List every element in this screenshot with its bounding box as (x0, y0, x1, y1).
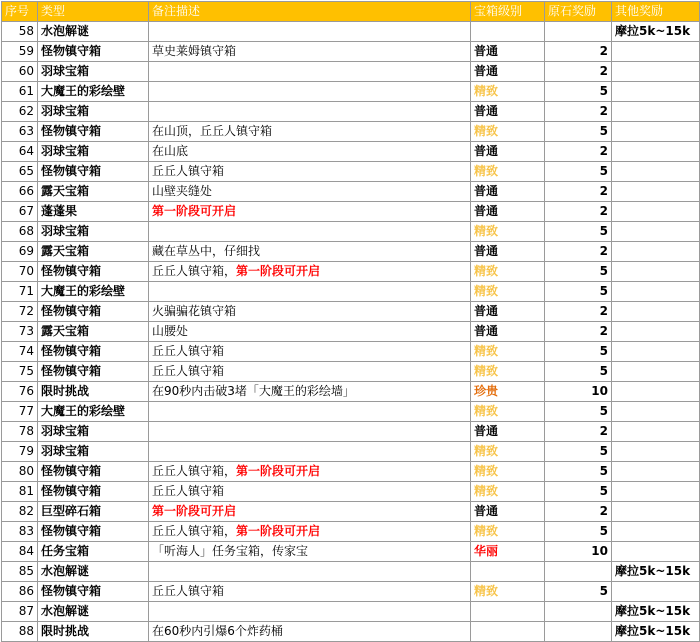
note-text: 在山底 (152, 144, 189, 158)
cell-note[interactable] (149, 22, 471, 42)
note-text: 「听海人」任务宝箱，传家宝 (152, 544, 309, 558)
table-row (2, 102, 700, 122)
table-row (2, 182, 700, 202)
cell-note[interactable] (149, 542, 471, 562)
note-highlight: 第一阶段可开启 (236, 464, 321, 478)
cell-note[interactable] (149, 242, 471, 262)
cell-note[interactable] (149, 222, 471, 242)
cell-other[interactable] (612, 262, 700, 282)
note-text: 丘丘人镇守箱 (152, 584, 225, 598)
cell-level[interactable]: 普通 (471, 322, 545, 342)
cell-no[interactable]: 72 (2, 302, 38, 322)
cell-no[interactable]: 71 (2, 282, 38, 302)
cell-note[interactable] (149, 622, 471, 642)
cell-stone[interactable]: 5 (545, 362, 612, 382)
cell-level[interactable] (471, 602, 545, 622)
cell-type[interactable]: 羽球宝箱 (38, 442, 149, 462)
cell-type[interactable]: 水泡解谜 (38, 22, 149, 42)
cell-type[interactable]: 大魔王的彩绘壁 (38, 82, 149, 102)
cell-no[interactable]: 80 (2, 462, 38, 482)
cell-level[interactable]: 普通 (471, 502, 545, 522)
cell-level[interactable]: 精致 (471, 362, 545, 382)
note-text: 丘丘人镇守箱 (152, 484, 225, 498)
cell-level[interactable]: 精致 (471, 582, 545, 602)
treasure-sheet (1, 1, 699, 642)
cell-type[interactable]: 大魔王的彩绘壁 (38, 282, 149, 302)
cell-level[interactable]: 精致 (471, 282, 545, 302)
cell-type[interactable]: 水泡解谜 (38, 602, 149, 622)
cell-other[interactable] (612, 322, 700, 342)
cell-note[interactable] (149, 82, 471, 102)
cell-stone[interactable]: 5 (545, 162, 612, 182)
note-text: 藏在草丛中，仔细找 (152, 244, 261, 258)
cell-no[interactable]: 67 (2, 202, 38, 222)
cell-level[interactable]: 精致 (471, 162, 545, 182)
note-text: 丘丘人镇守箱， (152, 264, 237, 278)
cell-stone[interactable]: 2 (545, 422, 612, 442)
cell-type[interactable]: 羽球宝箱 (38, 62, 149, 82)
table-row (2, 342, 700, 362)
table-row (2, 262, 700, 282)
cell-type[interactable]: 怪物镇守箱 (38, 362, 149, 382)
table-row (2, 162, 700, 182)
cell-other[interactable]: 摩拉5k~15k (612, 22, 700, 42)
cell-no[interactable]: 74 (2, 342, 38, 362)
cell-stone[interactable]: 2 (545, 42, 612, 62)
treasure-table (1, 1, 700, 642)
table-row (2, 462, 700, 482)
cell-other[interactable] (612, 62, 700, 82)
note-text: 草史莱姆镇守箱 (152, 44, 237, 58)
cell-no[interactable]: 58 (2, 22, 38, 42)
cell-no[interactable]: 84 (2, 542, 38, 562)
cell-type[interactable]: 怪物镇守箱 (38, 522, 149, 542)
cell-other[interactable] (612, 502, 700, 522)
cell-no[interactable]: 61 (2, 82, 38, 102)
cell-stone[interactable]: 5 (545, 482, 612, 502)
cell-no[interactable]: 77 (2, 402, 38, 422)
cell-no[interactable]: 88 (2, 622, 38, 642)
cell-no[interactable]: 87 (2, 602, 38, 622)
cell-note[interactable] (149, 402, 471, 422)
cell-note[interactable] (149, 142, 471, 162)
cell-level[interactable]: 珍贵 (471, 382, 545, 402)
cell-level[interactable]: 普通 (471, 102, 545, 122)
table-row (2, 622, 700, 642)
header-note[interactable]: 备注描述 (149, 2, 471, 22)
cell-other[interactable] (612, 522, 700, 542)
cell-no[interactable]: 83 (2, 522, 38, 542)
cell-level[interactable]: 精致 (471, 122, 545, 142)
cell-type[interactable]: 怪物镇守箱 (38, 262, 149, 282)
cell-stone[interactable] (545, 602, 612, 622)
cell-type[interactable]: 怪物镇守箱 (38, 162, 149, 182)
cell-type[interactable]: 怪物镇守箱 (38, 122, 149, 142)
table-row (2, 322, 700, 342)
cell-other[interactable]: 摩拉5k~15k (612, 562, 700, 582)
cell-type[interactable]: 怪物镇守箱 (38, 302, 149, 322)
cell-type[interactable]: 水泡解谜 (38, 562, 149, 582)
cell-stone[interactable]: 5 (545, 462, 612, 482)
table-row (2, 522, 700, 542)
cell-type[interactable]: 羽球宝箱 (38, 422, 149, 442)
note-highlight: 第一阶段可开启 (236, 524, 321, 538)
note-text: 在90秒内击破3堵「大魔王的彩绘墙」 (152, 384, 355, 398)
cell-level[interactable]: 普通 (471, 242, 545, 262)
cell-no[interactable]: 78 (2, 422, 38, 442)
table-row (2, 582, 700, 602)
cell-type[interactable]: 怪物镇守箱 (38, 482, 149, 502)
table-row (2, 402, 700, 422)
cell-note[interactable] (149, 462, 471, 482)
cell-note[interactable] (149, 162, 471, 182)
cell-stone[interactable]: 2 (545, 302, 612, 322)
cell-note[interactable] (149, 362, 471, 382)
cell-type[interactable]: 羽球宝箱 (38, 102, 149, 122)
table-body (2, 22, 700, 642)
cell-no[interactable]: 82 (2, 502, 38, 522)
cell-note[interactable] (149, 102, 471, 122)
cell-stone[interactable]: 2 (545, 102, 612, 122)
cell-other[interactable] (612, 202, 700, 222)
table-row (2, 302, 700, 322)
note-highlight: 第一阶段可开启 (152, 204, 237, 218)
cell-stone[interactable]: 2 (545, 142, 612, 162)
header-other[interactable]: 其他奖励 (612, 2, 700, 22)
cell-stone[interactable]: 5 (545, 522, 612, 542)
note-text: 在山顶，丘丘人镇守箱 (152, 124, 273, 138)
table-row (2, 382, 700, 402)
note-text: 山壁夹缝处 (152, 184, 213, 198)
cell-level[interactable]: 普通 (471, 142, 545, 162)
cell-stone[interactable]: 2 (545, 242, 612, 262)
cell-other[interactable] (612, 582, 700, 602)
table-row (2, 142, 700, 162)
table-row (2, 602, 700, 622)
cell-stone[interactable]: 5 (545, 222, 612, 242)
note-highlight: 第一阶段可开启 (152, 504, 237, 518)
table-row (2, 482, 700, 502)
cell-level[interactable]: 普通 (471, 62, 545, 82)
cell-other[interactable] (612, 422, 700, 442)
header-level[interactable]: 宝箱级别 (471, 2, 545, 22)
cell-level[interactable]: 精致 (471, 82, 545, 102)
cell-level[interactable]: 精致 (471, 522, 545, 542)
cell-stone[interactable]: 5 (545, 442, 612, 462)
table-row (2, 122, 700, 142)
cell-no[interactable]: 73 (2, 322, 38, 342)
cell-other[interactable] (612, 142, 700, 162)
cell-other[interactable] (612, 162, 700, 182)
cell-other[interactable] (612, 122, 700, 142)
note-text: 火骗骗花镇守箱 (152, 304, 237, 318)
header-row (2, 2, 700, 22)
cell-stone[interactable]: 2 (545, 502, 612, 522)
cell-other[interactable] (612, 242, 700, 262)
cell-no[interactable]: 76 (2, 382, 38, 402)
note-text: 丘丘人镇守箱 (152, 364, 225, 378)
cell-type[interactable]: 怪物镇守箱 (38, 342, 149, 362)
cell-note[interactable] (149, 202, 471, 222)
table-row (2, 422, 700, 442)
cell-level[interactable]: 精致 (471, 222, 545, 242)
note-highlight: 第一阶段可开启 (236, 264, 321, 278)
cell-note[interactable] (149, 182, 471, 202)
cell-stone[interactable]: 10 (545, 542, 612, 562)
cell-note[interactable] (149, 322, 471, 342)
cell-type[interactable]: 露天宝箱 (38, 182, 149, 202)
cell-stone[interactable]: 5 (545, 82, 612, 102)
cell-note[interactable] (149, 482, 471, 502)
cell-other[interactable] (612, 542, 700, 562)
table-row (2, 202, 700, 222)
note-text: 丘丘人镇守箱 (152, 344, 225, 358)
cell-level[interactable]: 精致 (471, 482, 545, 502)
cell-stone[interactable] (545, 22, 612, 42)
cell-no[interactable]: 81 (2, 482, 38, 502)
cell-type[interactable]: 露天宝箱 (38, 242, 149, 262)
header-stone[interactable]: 原石奖励 (545, 2, 612, 22)
cell-no[interactable]: 59 (2, 42, 38, 62)
cell-level[interactable]: 精致 (471, 402, 545, 422)
cell-type[interactable]: 怪物镇守箱 (38, 582, 149, 602)
cell-note[interactable] (149, 62, 471, 82)
cell-level[interactable]: 普通 (471, 42, 545, 62)
cell-no[interactable]: 69 (2, 242, 38, 262)
cell-type[interactable]: 限时挑战 (38, 382, 149, 402)
cell-other[interactable] (612, 382, 700, 402)
cell-no[interactable]: 62 (2, 102, 38, 122)
table-row (2, 62, 700, 82)
cell-level[interactable] (471, 562, 545, 582)
cell-level[interactable]: 精致 (471, 442, 545, 462)
table-row (2, 502, 700, 522)
cell-other[interactable] (612, 342, 700, 362)
cell-other[interactable] (612, 402, 700, 422)
cell-note[interactable] (149, 382, 471, 402)
table-row (2, 282, 700, 302)
cell-type[interactable]: 大魔王的彩绘壁 (38, 402, 149, 422)
cell-other[interactable] (612, 102, 700, 122)
cell-type[interactable]: 蓬蓬果 (38, 202, 149, 222)
cell-note[interactable] (149, 282, 471, 302)
cell-note[interactable] (149, 442, 471, 462)
cell-stone[interactable] (545, 562, 612, 582)
cell-level[interactable]: 普通 (471, 302, 545, 322)
note-text: 丘丘人镇守箱， (152, 524, 237, 538)
cell-other[interactable] (612, 222, 700, 242)
cell-stone[interactable]: 5 (545, 122, 612, 142)
cell-note[interactable] (149, 42, 471, 62)
cell-other[interactable] (612, 302, 700, 322)
cell-type[interactable]: 任务宝箱 (38, 542, 149, 562)
cell-stone[interactable]: 2 (545, 62, 612, 82)
cell-stone[interactable]: 5 (545, 262, 612, 282)
cell-no[interactable]: 60 (2, 62, 38, 82)
cell-no[interactable]: 63 (2, 122, 38, 142)
table-row (2, 542, 700, 562)
cell-other[interactable]: 摩拉5k~15k (612, 602, 700, 622)
cell-stone[interactable]: 2 (545, 202, 612, 222)
cell-note[interactable] (149, 262, 471, 282)
cell-stone[interactable]: 5 (545, 402, 612, 422)
cell-other[interactable] (612, 482, 700, 502)
cell-note[interactable] (149, 122, 471, 142)
table-row (2, 222, 700, 242)
cell-level[interactable]: 普通 (471, 182, 545, 202)
cell-note[interactable] (149, 582, 471, 602)
cell-level[interactable]: 精致 (471, 462, 545, 482)
cell-level[interactable]: 普通 (471, 202, 545, 222)
cell-other[interactable] (612, 42, 700, 62)
cell-level[interactable]: 精致 (471, 262, 545, 282)
cell-type[interactable]: 怪物镇守箱 (38, 462, 149, 482)
cell-no[interactable]: 66 (2, 182, 38, 202)
cell-type[interactable]: 巨型碎石箱 (38, 502, 149, 522)
cell-stone[interactable]: 5 (545, 582, 612, 602)
cell-type[interactable]: 羽球宝箱 (38, 222, 149, 242)
cell-note[interactable] (149, 502, 471, 522)
cell-level[interactable]: 精致 (471, 342, 545, 362)
cell-level[interactable] (471, 622, 545, 642)
cell-note[interactable] (149, 302, 471, 322)
cell-no[interactable]: 64 (2, 142, 38, 162)
cell-no[interactable]: 75 (2, 362, 38, 382)
cell-stone[interactable]: 5 (545, 282, 612, 302)
cell-note[interactable] (149, 602, 471, 622)
cell-type[interactable]: 羽球宝箱 (38, 142, 149, 162)
cell-stone[interactable]: 5 (545, 342, 612, 362)
cell-other[interactable]: 摩拉5k~15k (612, 622, 700, 642)
note-text: 在60秒内引爆6个炸药桶 (152, 624, 283, 638)
table-row (2, 42, 700, 62)
note-text: 山腰处 (152, 324, 189, 338)
cell-type[interactable]: 限时挑战 (38, 622, 149, 642)
table-row (2, 442, 700, 462)
cell-no[interactable]: 85 (2, 562, 38, 582)
table-row (2, 362, 700, 382)
cell-level[interactable]: 普通 (471, 422, 545, 442)
note-text: 丘丘人镇守箱 (152, 164, 225, 178)
table-row (2, 82, 700, 102)
cell-no[interactable]: 86 (2, 582, 38, 602)
cell-type[interactable]: 露天宝箱 (38, 322, 149, 342)
table-row (2, 22, 700, 42)
cell-note[interactable] (149, 422, 471, 442)
cell-note[interactable] (149, 562, 471, 582)
cell-no[interactable]: 68 (2, 222, 38, 242)
cell-other[interactable] (612, 282, 700, 302)
cell-no[interactable]: 79 (2, 442, 38, 462)
cell-other[interactable] (612, 442, 700, 462)
cell-type[interactable]: 怪物镇守箱 (38, 42, 149, 62)
cell-level[interactable]: 华丽 (471, 542, 545, 562)
table-row (2, 562, 700, 582)
cell-no[interactable]: 70 (2, 262, 38, 282)
cell-note[interactable] (149, 342, 471, 362)
cell-other[interactable] (612, 362, 700, 382)
cell-other[interactable] (612, 82, 700, 102)
cell-no[interactable]: 65 (2, 162, 38, 182)
note-text: 丘丘人镇守箱， (152, 464, 237, 478)
cell-stone[interactable]: 2 (545, 322, 612, 342)
cell-stone[interactable]: 10 (545, 382, 612, 402)
cell-other[interactable] (612, 182, 700, 202)
cell-other[interactable] (612, 462, 700, 482)
header-no[interactable]: 序号 (2, 2, 38, 22)
cell-note[interactable] (149, 522, 471, 542)
table-row (2, 242, 700, 262)
cell-stone[interactable]: 2 (545, 182, 612, 202)
cell-stone[interactable] (545, 622, 612, 642)
header-type[interactable]: 类型 (38, 2, 149, 22)
cell-level[interactable] (471, 22, 545, 42)
